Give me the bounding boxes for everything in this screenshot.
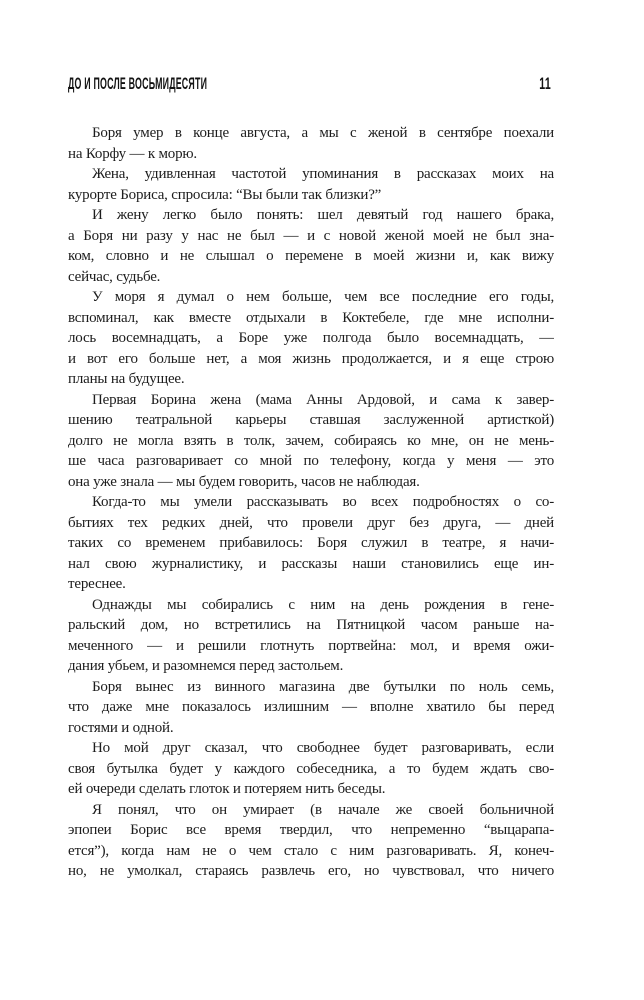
paragraph	[68, 595, 554, 677]
text-line: а Боря ни разу у нас не был — и с новой женой моей не был зна-	[68, 227, 554, 244]
paragraph	[68, 205, 554, 287]
text-line: эпопеи Борис все время твердил, что непременно “выцарапа-	[68, 822, 554, 838]
text-line: Я понял, что он умирает (в начале же своей больничной	[92, 801, 554, 818]
text-line: что даже мне показалось излишним — вполне хватило бы перед	[68, 699, 554, 715]
text-line: Боря вынес из винного магазина две бутылки по ноль семь,	[92, 678, 554, 695]
text-line: ей очереди сделать глоток и потеряем нить беседы.	[68, 781, 386, 797]
text-line: Первая Борина жена (мама Анны Ардовой, и сама к завер-	[92, 391, 554, 408]
text-line: лось восемнадцать, а Боре уже полгода было восемнадцать, —	[68, 330, 554, 346]
text-line: своя бутылка будет у каждого собеседника, а то будем ждать сво-	[68, 760, 554, 777]
text-line: тереснее.	[68, 576, 126, 592]
text-line: планы на будущее.	[68, 371, 185, 387]
paragraph	[68, 738, 554, 800]
paragraph	[68, 800, 554, 882]
text-line: таких со временем прибавилось: Боря служил в театре, я начи-	[68, 535, 554, 551]
text-line: но, не умолкал, стараясь развлечь его, но чувствовал, что ничего	[68, 863, 554, 879]
text-line: нал свою журналистику, и рассказы наши становились еще ин-	[68, 555, 554, 572]
text-line: И жену легко было понять: шел девятый год нашего брака,	[92, 207, 554, 223]
paragraph	[68, 287, 554, 390]
text-line: сейчас, судьбе.	[68, 268, 161, 285]
text-line: гостями и одной.	[68, 719, 174, 736]
text-line: У моря я думал о нем больше, чем все последние его годы,	[92, 289, 554, 305]
text-line: курорте Бориса, спросила: “Вы были так близки?”	[68, 186, 382, 203]
page-text	[68, 123, 554, 882]
text-line: вспоминал, как вместе отдыхали в Коктебеле, где мне исполни-	[68, 309, 554, 326]
text-line: бытиях тех редких дней, что провели друг без друга, — дней	[68, 514, 554, 531]
text-line: долго не могла взять в толк, зачем, собираясь ко мне, он не мень-	[68, 432, 554, 449]
paragraph	[68, 492, 554, 595]
chapter-title: ДО И ПОСЛЕ ВОСЬМИДЕСЯТИ	[68, 74, 208, 93]
text-line: ком, словно и не слышал о перемене в моей жизни и, как вижу	[68, 248, 554, 264]
text-line: она уже знала — мы будем говорить, часов не наблюдая.	[68, 473, 420, 490]
text-line: Но мой друг сказал, что свободнее будет разговаривать, если	[92, 740, 554, 756]
text-line: и вот его больше нет, а моя жизнь продолжается, и я еще строю	[68, 350, 554, 367]
text-line: Жена, удивленная частотой упоминания в рассказах моих на	[92, 166, 554, 182]
paragraph	[68, 677, 554, 739]
text-line: Однажды мы собирались с ним на день рождения в гене-	[92, 596, 554, 613]
paragraph	[68, 123, 554, 164]
text-line: шению театральной карьеры ставшая заслуженной артисткой)	[68, 412, 554, 428]
text-line: ше часа разговаривает со мной по телефону, когда у меня — это	[68, 453, 554, 469]
text-line: на Корфу — к морю.	[68, 145, 197, 162]
text-line: ется”), когда нам не о чем стало с ним разговаривать. Я, конеч-	[68, 842, 554, 859]
text-line: меченного — и решили глотнуть портвейна: мол, и время ожи-	[68, 637, 554, 654]
text-line: Когда-то мы умели рассказывать во всех подробностях о со-	[92, 494, 554, 510]
paragraph	[68, 390, 554, 493]
paragraph	[68, 164, 554, 205]
text-line: дания убьем, и разомнемся перед застольем.	[68, 658, 344, 674]
text-line: ральский дом, но встретились на Пятницкой часом раньше на-	[68, 617, 554, 633]
page-number: 11	[539, 74, 551, 93]
text-line: Боря умер в конце августа, а мы с женой в сентябре поехали	[92, 125, 554, 141]
